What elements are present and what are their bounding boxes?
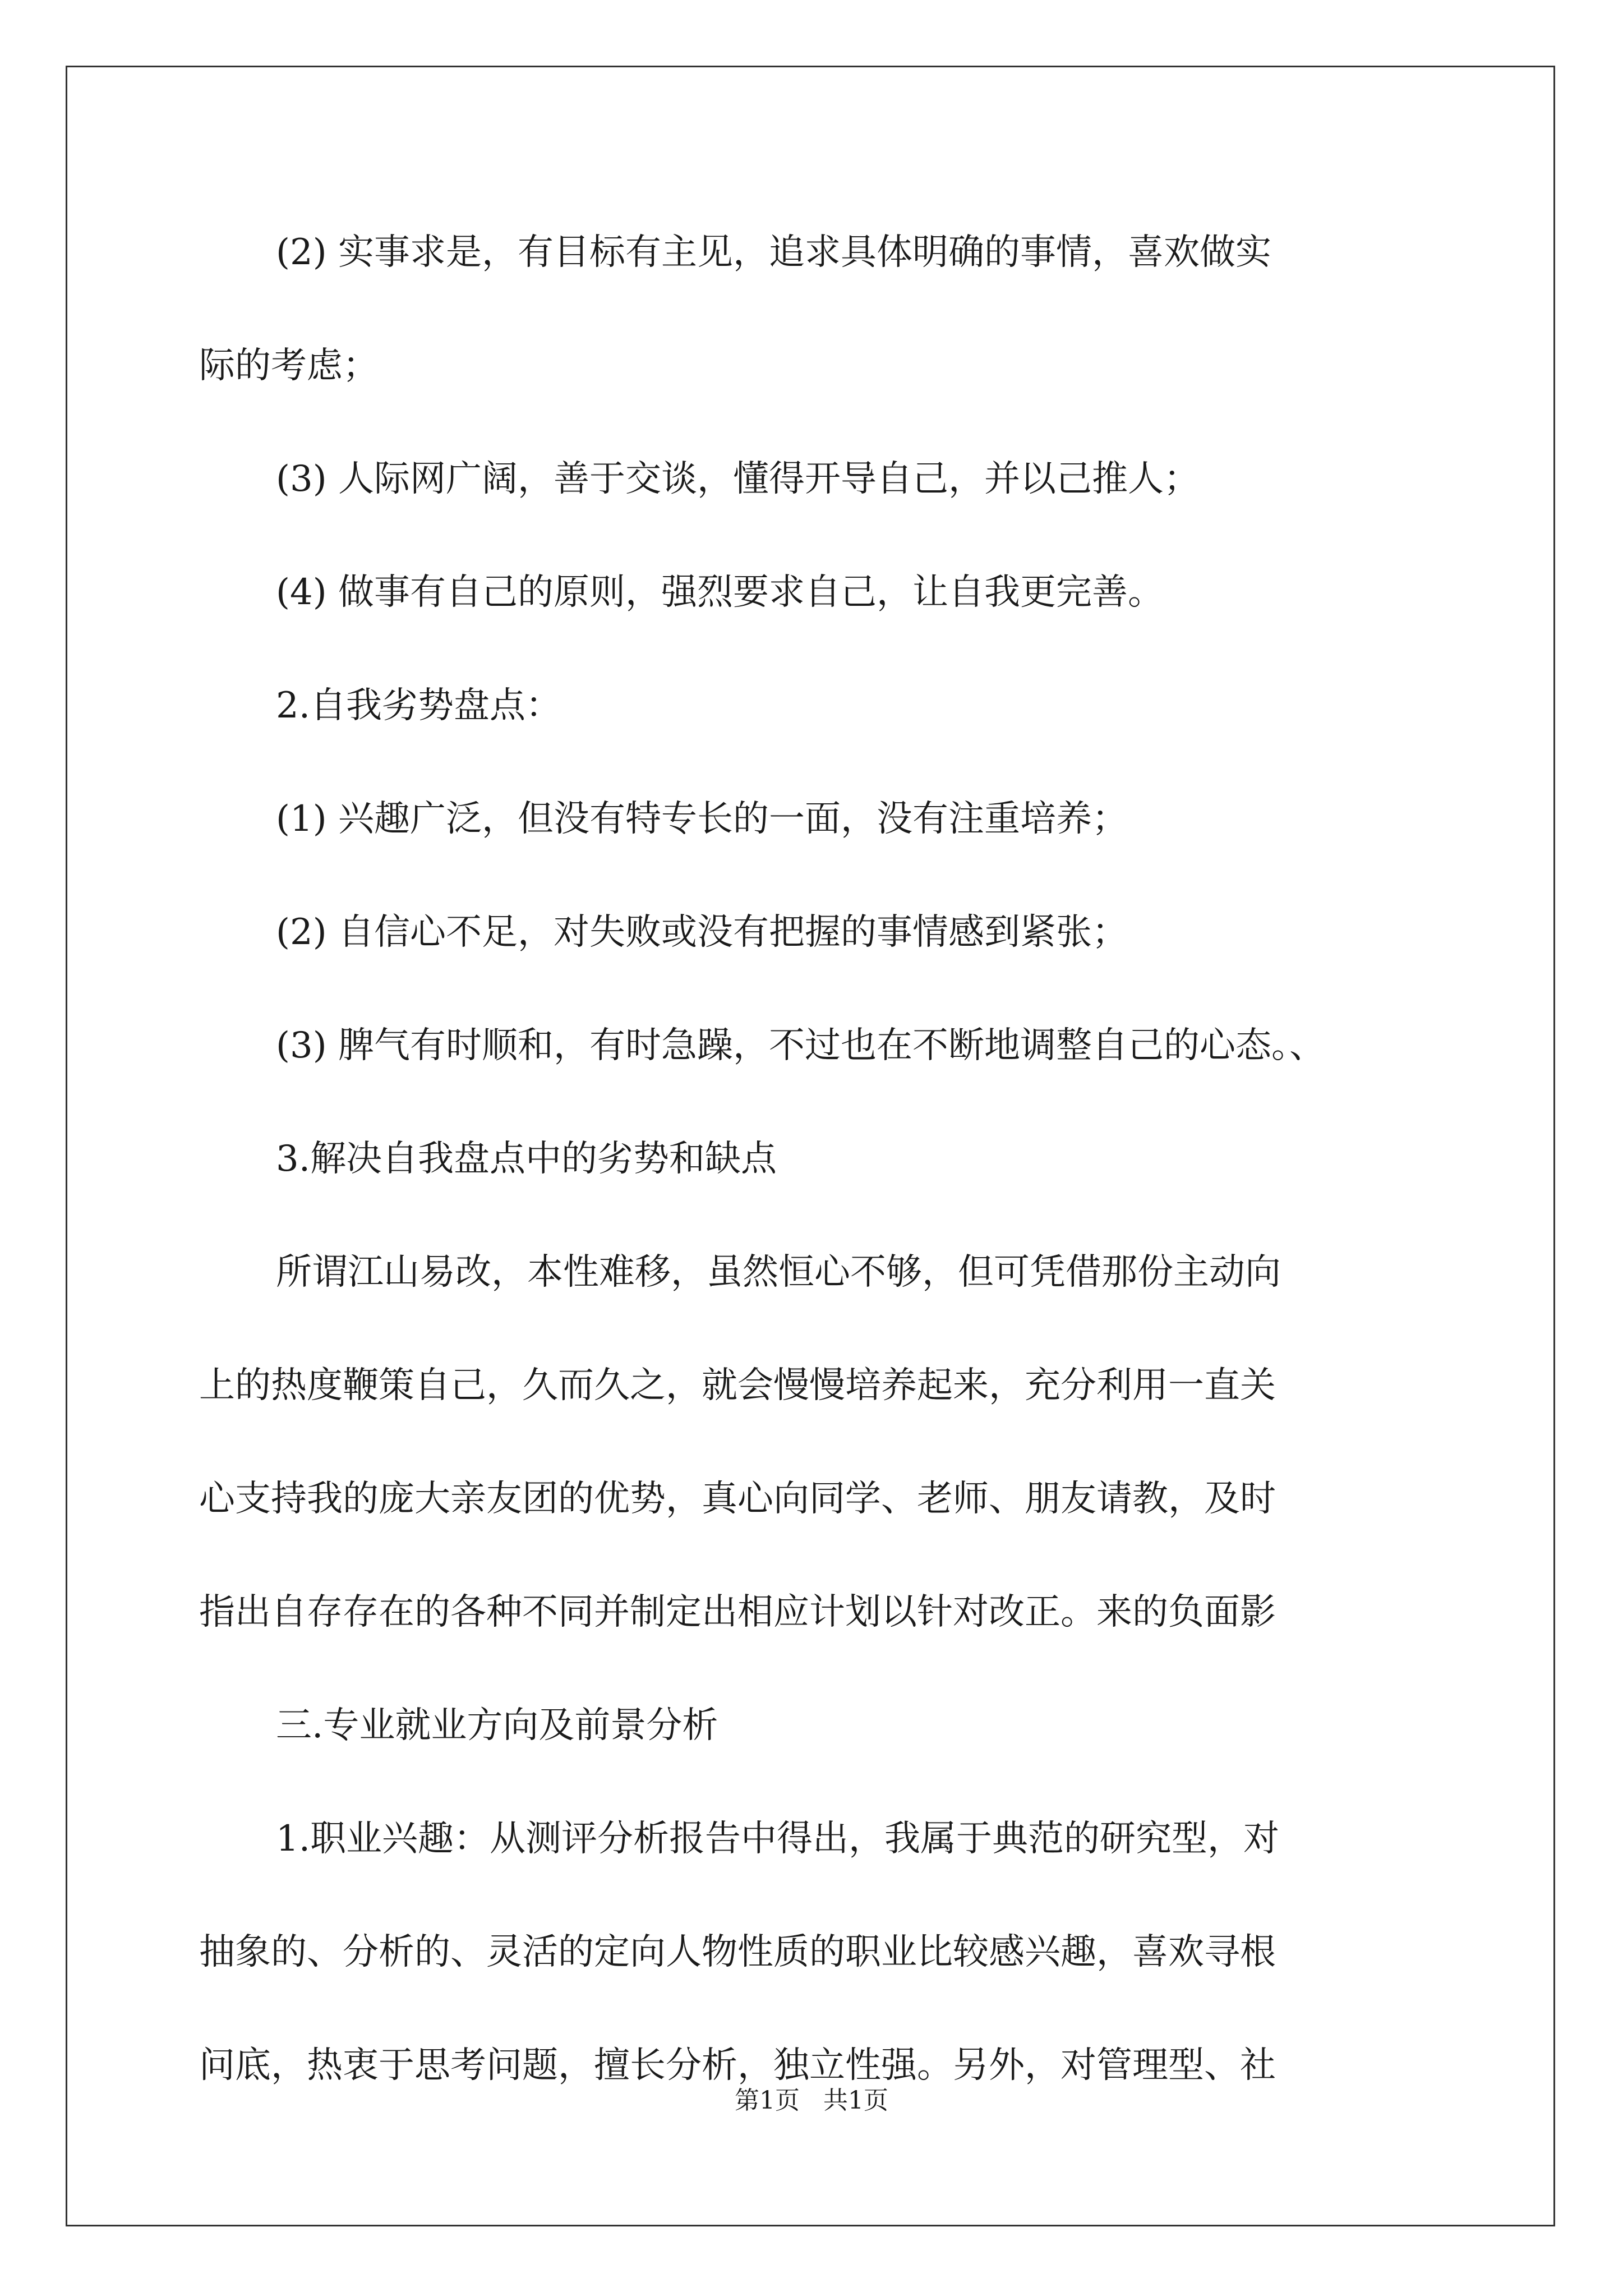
section-heading <box>199 1697 1422 1811</box>
line-text: 上的热度鞭策自己，久而久之，就会慢慢培养起来，充分利用一直关 <box>199 1365 1276 1406</box>
line-text: 抽象的、分析的、灵活的定向人物性质的职业比较感兴趣，喜欢寻根 <box>199 1931 1276 1973</box>
line-text: 指出自存存在的各种不同并制定出相应计划以针对改正。来的负面影 <box>199 1591 1276 1633</box>
line-text: 际的考虑； <box>199 345 379 386</box>
line-text: 2.自我劣势盘点： <box>276 685 562 726</box>
line-text: (2) 自信心不足，对失败或没有把握的事情感到紧张； <box>276 912 1128 953</box>
line-text: 问底，热衷于思考问题，擅长分析，独立性强。另外，对管理型、社 <box>199 2045 1276 2086</box>
line-text: 3.解决自我盘点中的劣势和缺点 <box>276 1138 777 1180</box>
paragraph-line <box>199 1018 1422 1131</box>
line-text: (3) 人际网广阔，善于交谈，懂得开导自己，并以己推人； <box>276 458 1200 500</box>
paragraph-line <box>199 1924 1422 2037</box>
line-text: (1) 兴趣广泛，但没有特专长的一面，没有注重培养； <box>276 798 1128 840</box>
paragraph-line <box>199 791 1422 904</box>
line-text: 所谓江山易改，本性难移，虽然恒心不够，但可凭借那份主动向 <box>276 1251 1281 1293</box>
paragraph-line <box>199 1244 1422 1358</box>
paragraph-line <box>199 1811 1422 1924</box>
line-text: (4) 做事有自己的原则，强烈要求自己，让自我更完善。 <box>276 572 1164 613</box>
paragraph-line <box>199 1584 1422 1697</box>
line-text: (3) 脾气有时顺和，有时急躁，不过也在不断地调整自己的心态。、 <box>276 1025 1325 1066</box>
paragraph-line <box>199 224 1422 338</box>
line-text: (2) 实事求是，有目标有主见，追求具体明确的事情，喜欢做实 <box>276 232 1271 273</box>
line-text: 心支持我的庞大亲友团的优势，真心向同学、老师、朋友请教，及时 <box>199 1478 1276 1520</box>
paragraph-line <box>199 451 1422 564</box>
paragraph-line <box>199 564 1422 678</box>
paragraph-line <box>199 1471 1422 1584</box>
section-heading <box>199 1131 1422 1244</box>
paragraph-line <box>199 904 1422 1018</box>
line-text: 1.职业兴趣：从测评分析报告中得出，我属于典范的研究型，对 <box>276 1818 1280 1860</box>
document-body <box>199 224 1422 2151</box>
section-heading <box>199 678 1422 791</box>
paragraph-line <box>199 338 1422 451</box>
page-number-footer: 第1页 共1页 <box>735 2086 888 2115</box>
line-text: 三.专业就业方向及前景分析 <box>276 1705 718 1746</box>
paragraph-line <box>199 1358 1422 1471</box>
